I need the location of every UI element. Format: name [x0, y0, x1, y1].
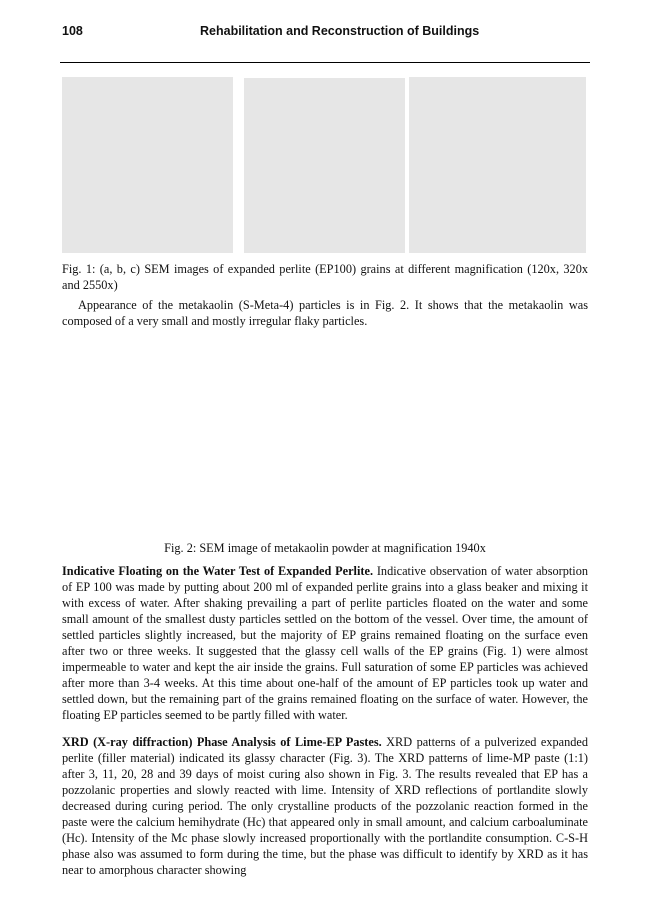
section-floating-test-heading: Indicative Floating on the Water Test of Expanded Perlite.	[62, 564, 374, 578]
section-floating-test	[62, 563, 588, 723]
section-floating-test-text: Indicative observation of water absorption of EP 100 was made by putting about 200 ml of expanded perlite grains into a glass beaker and mixing it with excess of water. After shaking prevailing a part of perlite particles floated on the water and some small amount of the smallest dusty particles settled on the bottom of the vessel. Over time, the amount of settled particles slightly increased, but the majority of EP grains remained floating on the surface even after two or three weeks. It suggested that the glassy cell walls of the EP grains (Fig. 1) were almost impermeable to water and kept the air inside the grains. Full saturation of some EP particles was achieved after more than 3-4 weeks. At this time about one-half of the amount of EP particles took up water and settled down, but the remaining part of the grains remained floating on the surface of water. However, the floating EP particles seemed to be partly filled with water.	[62, 564, 588, 722]
section-xrd-text: XRD patterns of a pulverized expanded perlite (filler material) indicated its glassy character (Fig. 3). The XRD patterns of lime-MP paste (1:1) after 3, 11, 20, 28 and 39 days of moist curing also shown in Fig. 3. The results revealed that EP has a pozzolanic properties and slowly reacted with lime. Intensity of XRD reflections of portlandite slowly decreased during curing period. The only crystalline products of the pozzolanic reaction formed in the paste were the calcium hemihydrate (Hc) that appeared only in small amount, and calcium carboaluminate (Hc). Intensity of the Mc phase slowly increased proportionally with the portlandite consumption. C-S-H phase also was assumed to form during the time, but the phase was difficult to identify by XRD as it has near to amorphous character showing	[62, 735, 588, 877]
header-rule	[60, 62, 590, 63]
section-xrd-analysis	[62, 734, 588, 878]
running-title: Rehabilitation and Reconstruction of Buildings	[200, 24, 480, 38]
section-xrd-heading: XRD (X-ray diffraction) Phase Analysis of Lime-EP Pastes.	[62, 735, 382, 749]
figure-1b-image	[244, 78, 405, 253]
figure-2-caption: Fig. 2: SEM image of metakaolin powder at magnification 1940x	[164, 541, 486, 555]
figure-1-caption: Fig. 1: (a, b, c) SEM images of expanded perlite (EP100) grains at different magnification (120x, 320x and 2550x)	[62, 262, 588, 292]
figure-1c-image	[409, 77, 586, 253]
page-header	[62, 24, 590, 42]
paragraph-metakaolin: Appearance of the metakaolin (S-Meta-4) particles is in Fig. 2. It shows that the metakaolin was composed of a very small and mostly irregular flaky particles.	[62, 298, 588, 328]
page-number: 108	[62, 24, 83, 38]
figure-1a-image	[62, 77, 233, 253]
